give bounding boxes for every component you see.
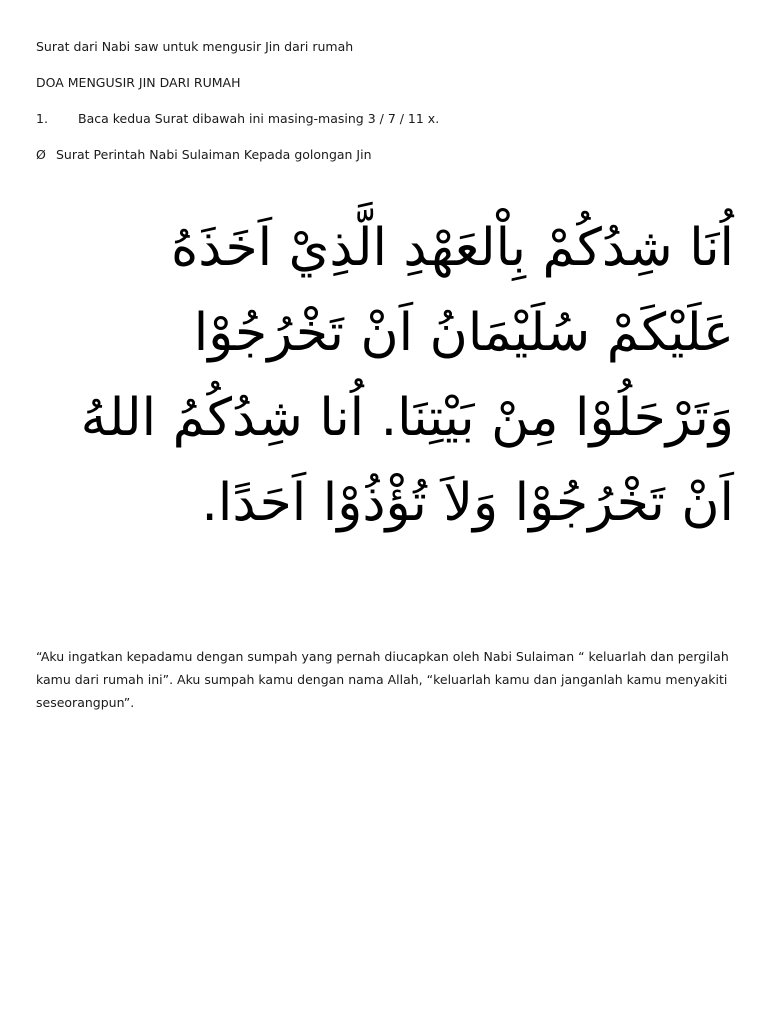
arabic-prayer-text: اُنَا شِدُكُمْ بِاْلعَهْدِ الَّذِيْ اَخَذَهُ عَلَيْكَمْ سُلَيْمَانُ اَنْ تَخْرُجُوْا وَتَرْحَلُوْا مِنْ بَيْتِنَا. اُنا شِدُكُمُ اللهُ اَنْ تَخْرُجُوْا وَلاَ تُؤْذُوْا اَحَدًا.	[80, 218, 734, 533]
instruction-step	[36, 110, 439, 128]
bullet-text: Surat Perintah Nabi Sulaiman Kepada golongan Jin	[56, 147, 372, 162]
bullet-symbol: Ø	[36, 147, 46, 162]
step-text: Baca kedua Surat dibawah ini masing-masing 3 / 7 / 11 x.	[78, 111, 440, 126]
step-number: 1.	[36, 111, 48, 126]
document-heading: DOA MENGUSIR JIN DARI RUMAH	[36, 75, 241, 90]
document-title-line: Surat dari Nabi saw untuk mengusir Jin dari rumah	[36, 39, 354, 54]
translation-paragraph: “Aku ingatkan kepadamu dengan sumpah yang pernah diucapkan oleh Nabi Sulaiman “ keluarlah dan pergilah kamu dari rumah ini”. Aku sumpah kamu dengan nama Allah, “keluarlah kamu dan janganlah kamu menyakiti seseorangpun”.	[36, 649, 729, 710]
bullet-item	[36, 146, 372, 164]
